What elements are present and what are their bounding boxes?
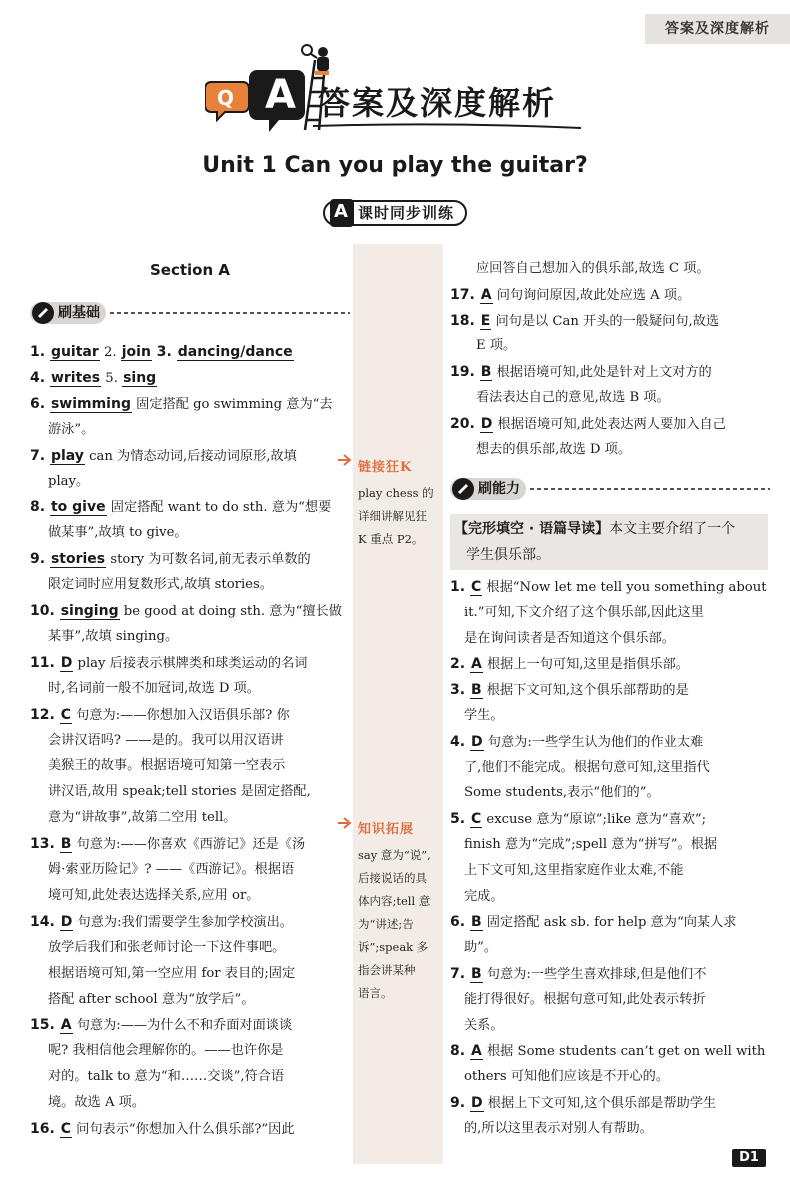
- answer-line: [464, 884, 504, 910]
- question-number: 10.: [30, 603, 60, 619]
- answer-line: [30, 494, 331, 520]
- explanation-text: 根据“Now let me tell you something about: [482, 580, 767, 595]
- question-number: 1.: [30, 344, 50, 360]
- explanation-text: 是在询问读者是否知道这个俱乐部。: [464, 630, 675, 646]
- answer-line: [48, 961, 295, 987]
- explanation-text: 句意为:一些学生认为他们的作业太难: [483, 734, 704, 750]
- answer-key: A: [480, 286, 492, 303]
- answer-line: [450, 359, 712, 385]
- explanation-text: 的,所以这里表示对别人有帮助。: [464, 1120, 653, 1136]
- answer-line: [450, 961, 706, 987]
- answer-line: [450, 308, 719, 334]
- explanation-text: 放学后我们和张老师讨论一下这件事吧。: [48, 939, 286, 955]
- answer-line: [450, 1038, 765, 1064]
- explanation-text: 根据语境可知,第一空应用 for 表目的;固定: [48, 965, 296, 981]
- answer-line: [48, 883, 259, 909]
- explanation-text: 能打得很好。根据句意可知,此处表示转折: [464, 991, 706, 1007]
- explanation-text: 2.: [99, 345, 121, 360]
- answer-line: [450, 282, 690, 308]
- explanation-text: 根据语境可知,此处是针对上文对方的: [492, 365, 712, 381]
- answer-key: to give: [50, 499, 106, 516]
- margin-notes-column: [353, 244, 443, 1164]
- answer-line: [30, 365, 157, 391]
- answer-key: C: [60, 706, 71, 723]
- explanation-text: 根据上下文可知,这个俱乐部是帮助学生: [483, 1096, 717, 1111]
- section-title: Section A: [150, 261, 230, 279]
- answer-line: [450, 411, 726, 437]
- answer-key: join: [121, 344, 151, 360]
- answer-key: A: [470, 656, 482, 673]
- explanation-text: 根据下文可知,这个俱乐部帮助的是: [482, 683, 689, 699]
- tag-basic: [30, 300, 350, 326]
- unit-title: Unit 1 Can you play the guitar?: [202, 153, 588, 178]
- banner-a-letter: A: [265, 72, 296, 118]
- question-number: 9.: [450, 1095, 470, 1111]
- answer-line: [48, 779, 311, 805]
- answer-key: B: [470, 682, 482, 699]
- explanation-text: 问句询问原因,故此处应选 A 项。: [492, 287, 691, 303]
- lesson-badge-label: 课时同步训练: [358, 204, 455, 222]
- question-number: 6.: [30, 395, 50, 412]
- answer-line: [48, 857, 294, 883]
- explanation-text: 句意为:一些学生喜欢排球,但是他们不: [482, 967, 707, 982]
- answer-key: C: [470, 579, 482, 595]
- note-line: play chess 的: [358, 486, 434, 500]
- explanation-text: 问句是以 Can 开头的一般疑问句,故选: [491, 313, 720, 329]
- answer-key: swimming: [50, 395, 131, 412]
- question-number: 19.: [450, 364, 480, 381]
- arrow-icon: [338, 453, 354, 467]
- tag-basic-label: 刷基础: [58, 305, 100, 321]
- answer-line: [30, 831, 305, 857]
- corner-section-tag: 答案及深度解析: [645, 14, 790, 44]
- answer-line: [450, 1090, 716, 1116]
- banner-title: 答案及深度解析: [318, 84, 557, 122]
- person-magnifier-icon: [302, 45, 329, 75]
- answer-line: [48, 624, 178, 650]
- question-number: 15.: [30, 1017, 60, 1034]
- answer-line: [450, 909, 736, 935]
- question-number: 5.: [450, 811, 470, 828]
- answer-line: [450, 574, 767, 600]
- answer-key: sing: [123, 369, 157, 386]
- question-number: 9.: [30, 551, 50, 568]
- explanation-text: 关系。: [464, 1017, 504, 1033]
- explanation-text: others 可知他们应该是不开心的。: [464, 1069, 670, 1085]
- question-number: 17.: [450, 286, 480, 303]
- note-line: 为“讲述;告: [358, 917, 414, 931]
- explanation-text: story 为可数名词,前无表示单数的: [106, 552, 311, 568]
- answer-line: [30, 339, 294, 365]
- explanation-text: 对的。talk to 意为“和……交谈”,符合语: [48, 1069, 285, 1085]
- answer-key: A: [470, 1043, 482, 1060]
- answer-line: [476, 437, 631, 463]
- answer-line: [48, 520, 188, 546]
- note-link-title: 链接狂K: [358, 460, 413, 475]
- note-ext-title: 知识拓展: [358, 822, 415, 837]
- question-number: 8.: [30, 499, 50, 516]
- explanation-text: 句意为:——你喜欢《西游记》还是《汤: [72, 837, 306, 853]
- answer-line: [30, 598, 342, 624]
- answer-key: play: [50, 447, 84, 464]
- explanation-text: 意为“讲故事”,故第二空用 tell。: [48, 810, 237, 826]
- answer-key: B: [470, 914, 482, 931]
- explanation-text: 会讲汉语吗? ——是的。我可以用汉语讲: [48, 732, 284, 748]
- answer-key: writes: [50, 369, 101, 386]
- header-banner: [205, 42, 585, 138]
- answer-line: [450, 677, 689, 703]
- answer-line: [464, 780, 660, 806]
- question-number: 13.: [30, 836, 60, 853]
- lesson-badge: [320, 197, 470, 229]
- explanation-text: 固定搭配 want to do sth. 意为“想要: [106, 500, 332, 516]
- answer-line: [30, 1012, 292, 1038]
- answer-line: [476, 385, 670, 411]
- explanation-text: 了,他们不能完成。根据句意可知,这里指代: [464, 759, 710, 775]
- answer-key: guitar: [50, 344, 99, 360]
- explanation-text: 限定词时应用复数形式,故填 stories。: [48, 577, 273, 593]
- note-line: 体内容;tell 意: [358, 894, 431, 908]
- answer-line: [48, 753, 285, 779]
- explanation-text: 想去的俱乐部,故选 D 项。: [476, 441, 632, 457]
- answer-key: D: [470, 1095, 483, 1111]
- answer-key: dancing/dance: [177, 344, 293, 360]
- answer-key: B: [470, 966, 482, 982]
- answer-line: [464, 935, 497, 961]
- answer-line: [464, 1116, 653, 1142]
- answer-line: [464, 703, 504, 729]
- question-number: 14.: [30, 913, 60, 930]
- answer-line: [464, 626, 675, 652]
- explanation-text: E 项。: [476, 338, 517, 354]
- answer-line: [450, 651, 689, 677]
- question-number: 2.: [450, 656, 470, 673]
- guide-line1: 本文主要介绍了一个: [609, 521, 736, 537]
- explanation-text: 呢? 我相信他会理解你的。——也许你是: [48, 1043, 284, 1059]
- explanation-text: 句意为:我们需要学生参加学校演出。: [73, 914, 293, 930]
- question-number: 7.: [450, 966, 470, 982]
- explanation-text: 境。故选 A 项。: [48, 1095, 146, 1111]
- answer-line: [464, 832, 717, 858]
- explanation-text: play 后接表示棋牌类和球类运动的名词: [73, 655, 308, 671]
- answer-line: [450, 729, 703, 755]
- guide-line2: 学生俱乐部。: [466, 547, 550, 563]
- answer-key: D: [60, 913, 73, 930]
- explanation-text: finish 意为“完成”;spell 意为“拼写”。根据: [464, 837, 718, 852]
- explanation-text: it.”可知,下文介绍了这个俱乐部,因此这里: [464, 604, 704, 620]
- reading-guide-box: [450, 514, 768, 570]
- explanation-text: play。: [48, 473, 90, 489]
- explanation-text: 学生。: [464, 708, 504, 723]
- answer-key: B: [480, 364, 492, 381]
- explanation-text: 应回答自己想加入的俱乐部,故选 C 项。: [476, 261, 710, 276]
- answer-line: [464, 755, 710, 781]
- question-number: 7.: [30, 447, 50, 464]
- explanation-text: 完成。: [464, 888, 504, 904]
- answer-line: [30, 443, 297, 469]
- question-number: 11.: [30, 654, 60, 671]
- answer-line: [464, 987, 706, 1013]
- question-number: 4.: [450, 733, 470, 750]
- note-line: 指会讲某种: [358, 963, 416, 977]
- answer-line: [30, 702, 290, 728]
- note-line: 详细讲解见狂: [358, 509, 427, 523]
- explanation-text: 做某事”,故填 to give。: [48, 525, 188, 541]
- explanation-text: 时,名词前一般不加冠词,故选 D 项。: [48, 680, 260, 696]
- answer-line: [30, 546, 311, 572]
- answer-line: [48, 987, 254, 1013]
- explanation-text: 境可知,此处表达选择关系,应用 or。: [48, 887, 260, 903]
- answer-key: C: [470, 811, 482, 828]
- note-line: say 意为“说”,: [358, 848, 431, 862]
- answer-line: [48, 417, 94, 443]
- question-number: 16.: [30, 1121, 60, 1137]
- answer-line: [464, 600, 704, 626]
- answer-line: [464, 858, 683, 884]
- explanation-text: 姆·索亚历险记》? ——《西游记》。根据语: [48, 862, 295, 877]
- explanation-text: 讲汉语,故用 speak;tell stories 是固定搭配,: [48, 784, 311, 800]
- answer-key: singing: [60, 603, 119, 619]
- answer-key: D: [480, 415, 493, 432]
- explanation-text: 搭配 after school 意为“放学后”。: [48, 991, 255, 1007]
- explanation-text: can 为情态动词,后接动词原形,故填: [84, 448, 297, 464]
- explanation-text: 固定搭配 go swimming 意为“去: [131, 396, 333, 412]
- explanation-text: 上下文可知,这里指家庭作业太难,不能: [464, 862, 684, 878]
- guide-label: 【完形填空 · 语篇导读】: [454, 521, 610, 537]
- question-number: 12.: [30, 706, 60, 723]
- answer-line: [48, 728, 283, 754]
- answer-line: [30, 650, 307, 676]
- note-line: K 重点 P2。: [358, 532, 424, 546]
- explanation-text: Some students,表示“他们的”。: [464, 785, 660, 801]
- question-number: 8.: [450, 1043, 470, 1060]
- answer-line: [48, 805, 236, 831]
- answer-line: [48, 676, 260, 702]
- explanation-text: 问句表示“你想加入什么俱乐部?”因此: [71, 1122, 295, 1137]
- answer-line: [48, 572, 273, 598]
- note-line: 诉”;speak 多: [358, 940, 429, 954]
- answer-key: D: [60, 654, 73, 671]
- answer-line: [450, 806, 706, 832]
- question-number: 3.: [151, 344, 177, 360]
- question-number: 3.: [450, 682, 470, 699]
- question-number: 4.: [30, 369, 50, 386]
- tag-ability: [450, 476, 770, 502]
- answer-line: [48, 1090, 145, 1116]
- tag-ability-label: 刷能力: [478, 481, 520, 497]
- explanation-text: 某事”,故填 singing。: [48, 628, 179, 644]
- question-number: 20.: [450, 415, 480, 432]
- answer-key: B: [60, 836, 72, 853]
- note-line: 后接说话的具: [358, 871, 427, 885]
- answer-line: [30, 1116, 295, 1142]
- explanation-text: 句意为:——你想加入汉语俱乐部? 你: [71, 707, 290, 723]
- explanation-text: excuse 意为“原谅”;like 意为“喜欢”;: [482, 812, 707, 828]
- answer-line: [30, 391, 333, 417]
- answer-line: [48, 1064, 284, 1090]
- explanation-text: 根据语境可知,此处表达两人要加入自己: [493, 416, 726, 432]
- note-line: 语言。: [358, 986, 393, 1000]
- banner-underline: [313, 124, 581, 128]
- explanation-text: 看法表达自己的意见,故选 B 项。: [476, 390, 670, 405]
- question-number: 18.: [450, 312, 480, 329]
- arrow-icon: [338, 816, 354, 830]
- explanation-text: 句意为:——为什么不和乔面对面谈谈: [72, 1018, 293, 1034]
- answer-line: [30, 909, 293, 935]
- explanation-text: 美猴王的故事。根据语境可知第一空表示: [48, 758, 286, 774]
- answer-key: D: [470, 733, 483, 750]
- answer-line: [48, 1038, 283, 1064]
- explanation-text: be good at doing sth. 意为“擅长做: [119, 604, 342, 619]
- question-number: 1.: [450, 579, 470, 595]
- answer-key: A: [60, 1017, 72, 1034]
- note-ext-body: [358, 844, 440, 1005]
- answer-key: C: [60, 1121, 71, 1137]
- answer-line: [48, 935, 285, 961]
- page-number: D1: [732, 1149, 766, 1167]
- explanation-text: 游泳”。: [48, 421, 95, 437]
- answer-line: [464, 1013, 504, 1039]
- question-number: 6.: [450, 914, 470, 931]
- lesson-badge-letter: A: [334, 201, 348, 222]
- explanation-text: 固定搭配 ask sb. for help 意为“向某人求: [482, 915, 737, 931]
- answer-key: stories: [50, 551, 106, 568]
- explanation-text: 根据上一句可知,这里是指俱乐部。: [482, 657, 689, 673]
- answer-line: [464, 1064, 669, 1090]
- answer-line: [476, 256, 710, 282]
- answer-line: [476, 333, 516, 359]
- explanation-text: 助”。: [464, 940, 498, 956]
- answer-line: [48, 469, 89, 495]
- answer-key: E: [480, 312, 491, 329]
- note-link-body: [358, 482, 440, 551]
- explanation-text: 5.: [101, 370, 123, 386]
- banner-q-letter: Q: [217, 86, 235, 110]
- explanation-text: 根据 Some students can’t get on well with: [482, 1044, 766, 1060]
